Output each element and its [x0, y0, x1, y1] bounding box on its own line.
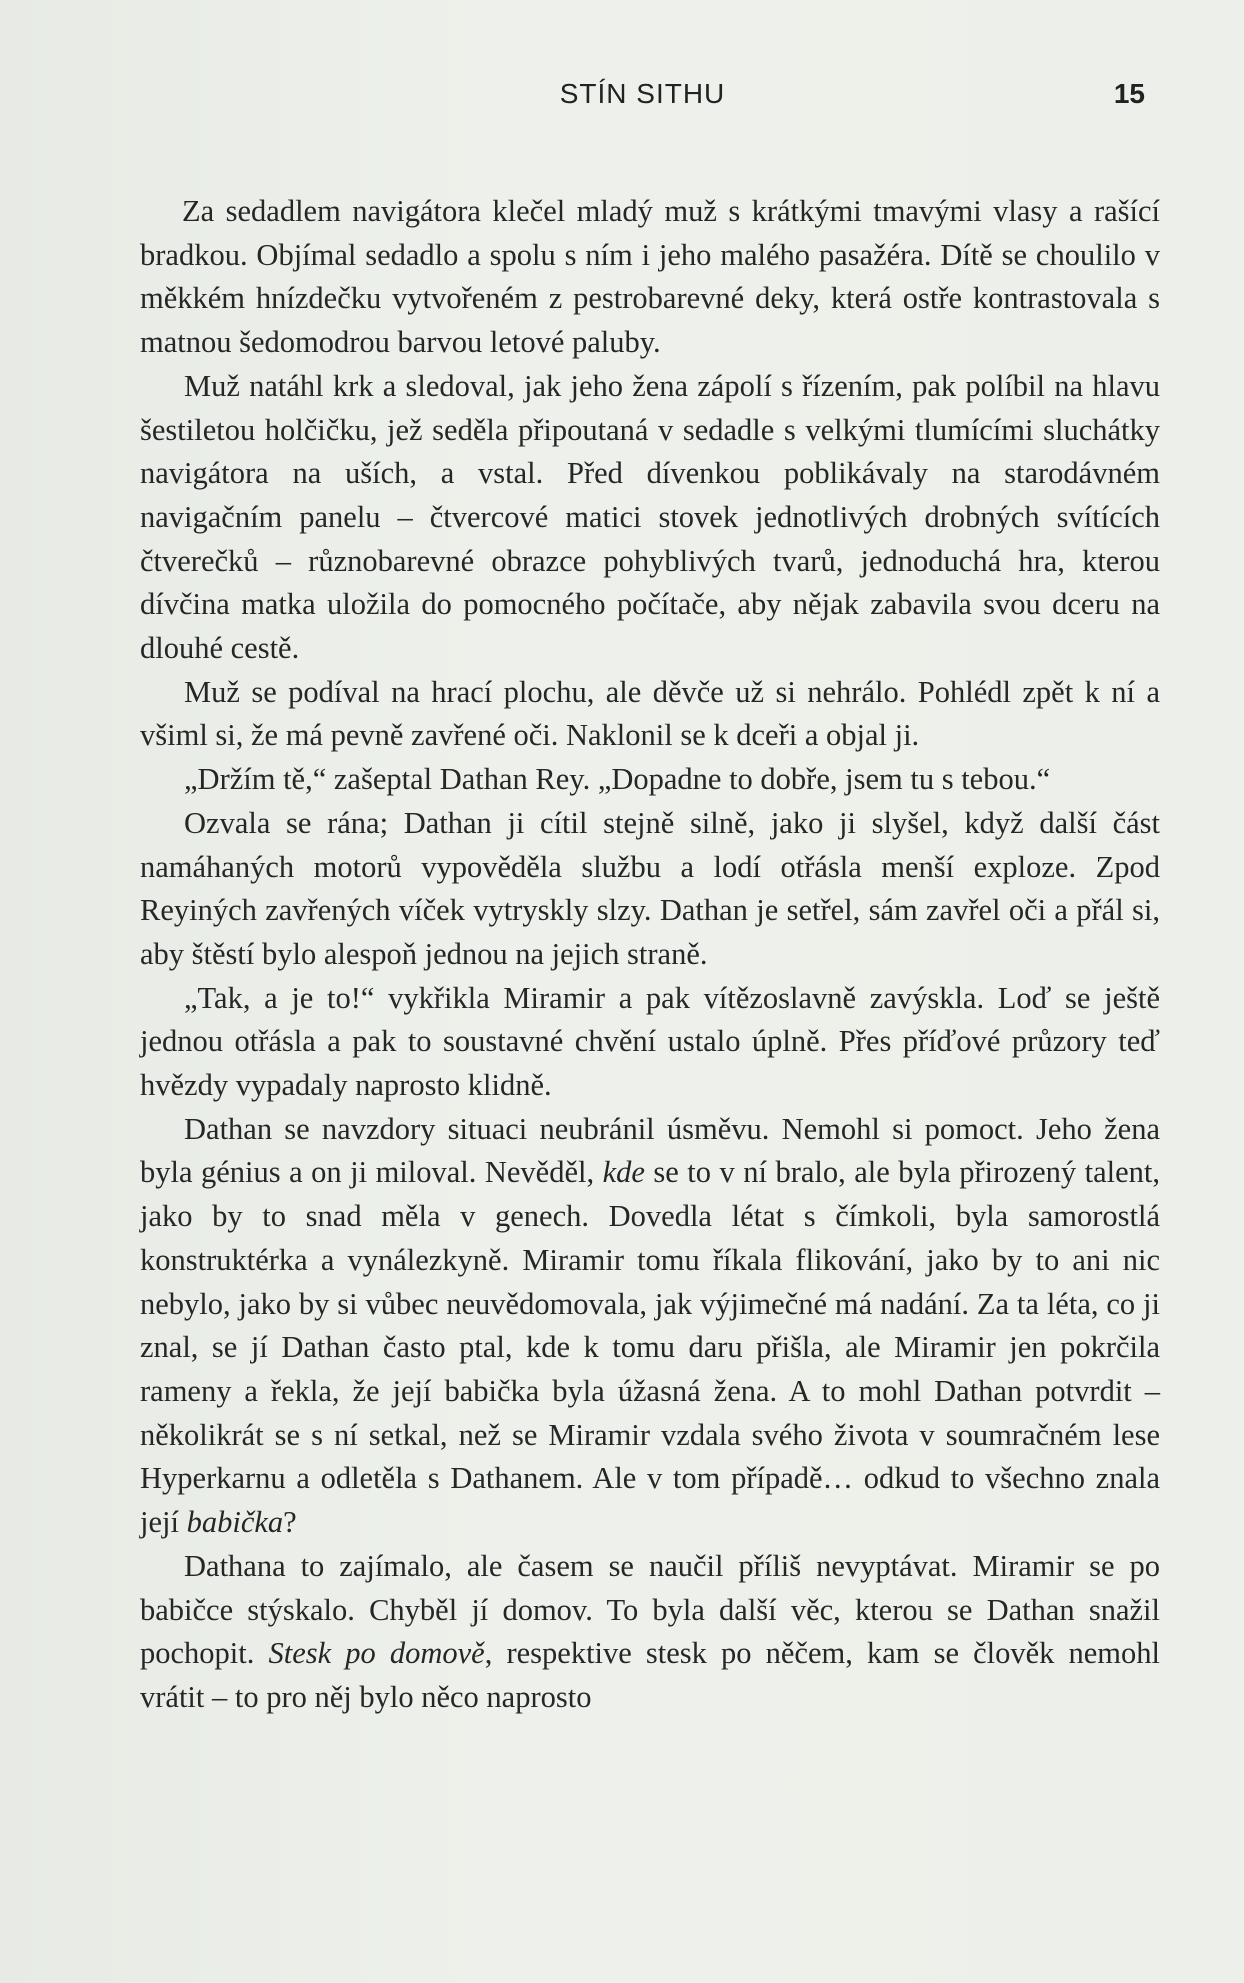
text-run: Ozvala se rána; Dathan ji cítil stejně silně, jako ji slyšel, když další část namáhaných motorů vypověděla službu a lodí otřásla menší exploze. Zpod Reyiných zavřených víček vytryskly slzy. Dathan je setřel, sám zavřel oči a přál si, aby štěstí bylo alespoň jednou na jejich straně. [140, 805, 1160, 971]
text-run: Dathan se navzdory situaci neubránil úsměvu. Nemohl si pomoct. Jeho žena byla génius a on ji miloval. Nevěděl, [140, 1111, 1160, 1190]
paragraph [140, 1545, 1160, 1720]
text-run: „Držím tě,“ zašeptal Dathan Rey. „Dopadne to dobře, jsem tu s tebou.“ [184, 762, 1051, 797]
paragraph [140, 190, 1160, 365]
text-run: Muž se podíval na hrací plochu, ale děvče už si nehrálo. Pohlédl zpět k ní a všiml si, že má pevně zavřené oči. Naklonil se k dceři a objal ji. [140, 674, 1160, 753]
text-run: Muž natáhl krk a sledoval, jak jeho žena zápolí s řízením, pak políbil na hlavu šestiletou holčičku, jež seděla připoutaná v sedadle s velkými tlumícími sluchátky navigátora na uších, a vstal. Před dívenkou poblikávaly na starodávném navigačním panelu – čtvercové matici stovek jednotlivých drobných svítících čtverečků – různobarevné obrazce pohyblivých tvarů, jednoduchá hra, kterou dívčina matka uložila do pomocného počítače, aby nějak zabavila svou dceru na dlouhé cestě. [140, 368, 1160, 666]
text-run: se to v ní bralo, ale byla přirozený talent, jako by to snad měla v genech. Dovedla létat s čímkoli, byla samorostlá konstruktérka a vynálezkyně. Miramir tomu říkala flikování, jako by to ani nic nebylo, jako by si vůbec neuvědomovala, jak výjimečné má nadání. Za ta léta, co ji znal, se jí Dathan často ptal, kde k tomu daru přišla, ale Miramir jen pokrčila rameny a řekla, že její babička byla úžasná žena. A to mohl Dathan potvrdit – několikrát se s ní setkal, než se Miramir vzdala svého života v soumračném lese Hyperkarnu a odletěla s Dathanem. Ale v tom případě… odkud to všechno znala její [140, 1155, 1160, 1540]
italic-text: babička [186, 1505, 284, 1540]
paragraph [140, 365, 1160, 671]
text-run: Dathana to zajímalo, ale časem se naučil příliš nevyptávat. Miramir se po babičce stýskalo. Chyběl jí domov. To byla další věc, kterou se Dathan snažil pochopit. [140, 1548, 1160, 1671]
italic-text: kde [602, 1155, 645, 1190]
paragraph [140, 1108, 1160, 1545]
paragraph [140, 802, 1160, 977]
italic-text: Stesk po domově [268, 1636, 485, 1671]
text-run: „Tak, a je to!“ vykřikla Miramir a pak vítězoslavně zavýskla. Loď se ještě jednou otřásla a pak to soustavné chvění ustalo úplně. Přes příďové průzory teď hvězdy vypadaly naprosto klidně. [140, 980, 1160, 1103]
paragraph [140, 977, 1160, 1108]
body-text [140, 190, 1160, 1720]
text-run: , respektive stesk po něčem, kam se člověk nemohl vrátit – to pro něj bylo něco naprosto [140, 1636, 1160, 1714]
text-run: Za sedadlem navigátora klečel mladý muž s krátkými tmavými vlasy a rašící bradkou. Objímal sedadlo a spolu s ním i jeho malého pasažéra. Dítě se choulilo v měkkém hnízdečku vytvořeném z pestrobarevné deky, která ostře kontrastovala s matnou šedomodrou barvou letové paluby. [140, 194, 1160, 360]
running-title: STÍN SITHU [559, 78, 726, 109]
paragraph [140, 758, 1160, 802]
page-header [140, 78, 1145, 128]
text-run: ? [283, 1505, 297, 1540]
page-number: 15 [1113, 78, 1145, 109]
paragraph [140, 671, 1160, 758]
